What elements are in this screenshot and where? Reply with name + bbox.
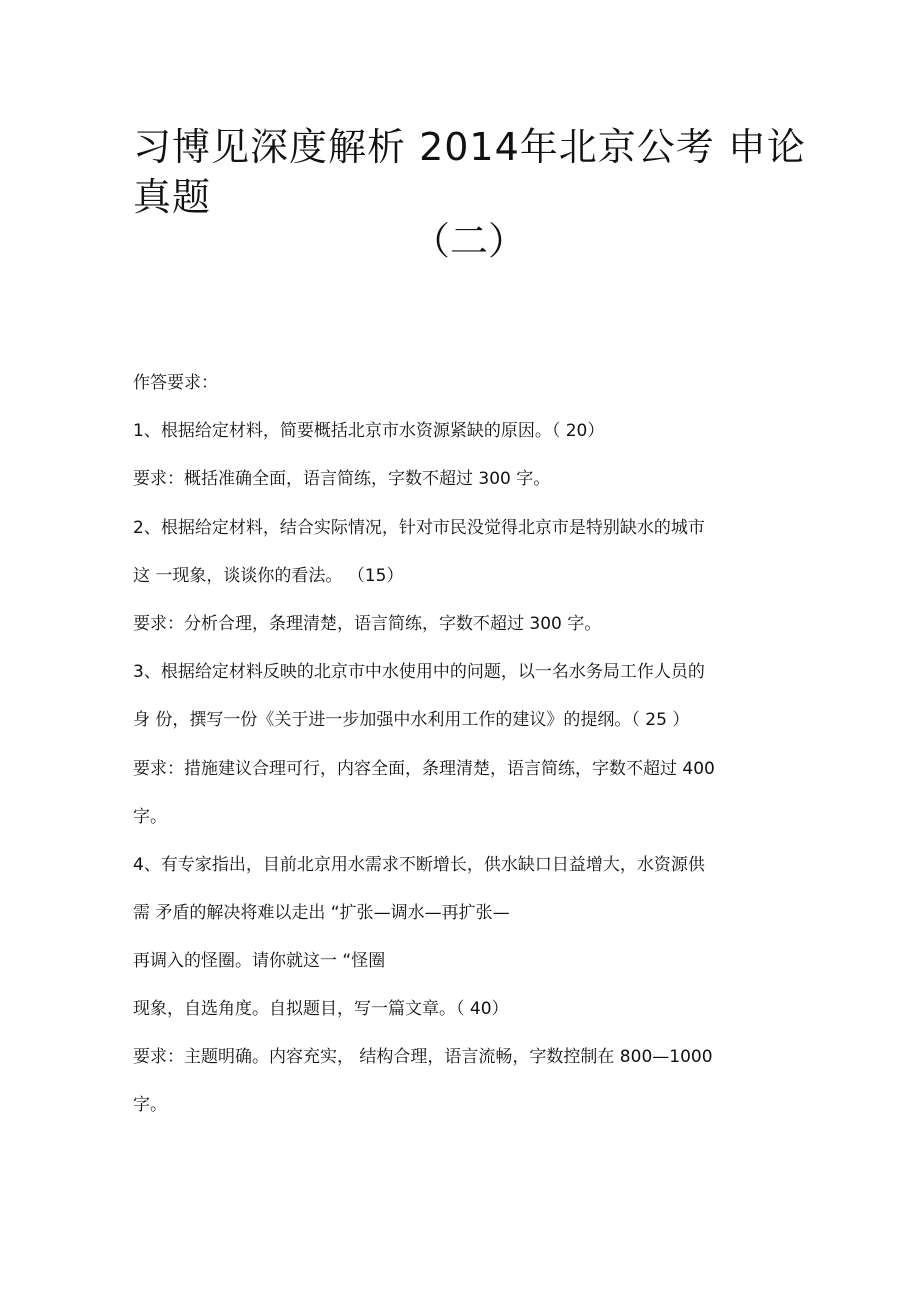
document-title bbox=[133, 122, 806, 222]
requirement-3-line-1: 要求：措施建议合理可行，内容全面，条理清楚，语言简练，字数不超过 400 bbox=[133, 759, 715, 779]
requirement-1: 要求：概括准确全面，语言简练，字数不超过 300 字。 bbox=[133, 469, 551, 489]
document-subtitle: （二） bbox=[412, 219, 527, 263]
question-1: 1、根据给定材料，简要概括北京市水资源紧缺的原因。（ 20） bbox=[133, 421, 605, 441]
requirement-3-line-2: 字。 bbox=[133, 807, 167, 827]
requirement-4-line-1: 要求：主题明确。内容充实， 结构合理，语言流畅，字数控制在 800—1000 bbox=[133, 1047, 713, 1067]
title-line-2: 真题 bbox=[133, 175, 212, 219]
section-heading: 作答要求： bbox=[133, 373, 218, 393]
question-2-line-1: 2、根据给定材料，结合实际情况，针对市民没觉得北京市是特别缺水的城市 bbox=[133, 518, 705, 538]
question-4-line-3: 再调入的怪圈。请你就这一 “怪圈 bbox=[133, 951, 386, 971]
title-line-1: 习博见深度解析 2014年北京公考 申论 bbox=[133, 125, 806, 169]
requirement-2: 要求：分析合理，条理清楚，语言简练，字数不超过 300 字。 bbox=[133, 614, 602, 634]
question-3-line-1: 3、根据给定材料反映的北京市中水使用中的问题，以一名水务局工作人员的 bbox=[133, 662, 705, 682]
question-4-line-4: 现象，自选角度。自拟题目，写一篇文章。（ 40） bbox=[133, 999, 509, 1019]
question-4-line-2: 需 矛盾的解决将难以走出 “扩张—调水—再扩张— bbox=[133, 903, 510, 923]
question-3-line-2: 身 份，撰写一份《关于进一步加强中水利用工作的建议》的提纲。（ 25 ） bbox=[133, 710, 690, 730]
requirement-4-line-2: 字。 bbox=[133, 1095, 167, 1115]
question-4-line-1: 4、有专家指出，目前北京用水需求不断增长，供水缺口日益增大，水资源供 bbox=[133, 855, 705, 875]
question-2-line-2: 这 一现象，谈谈你的看法。 （15） bbox=[133, 566, 404, 586]
